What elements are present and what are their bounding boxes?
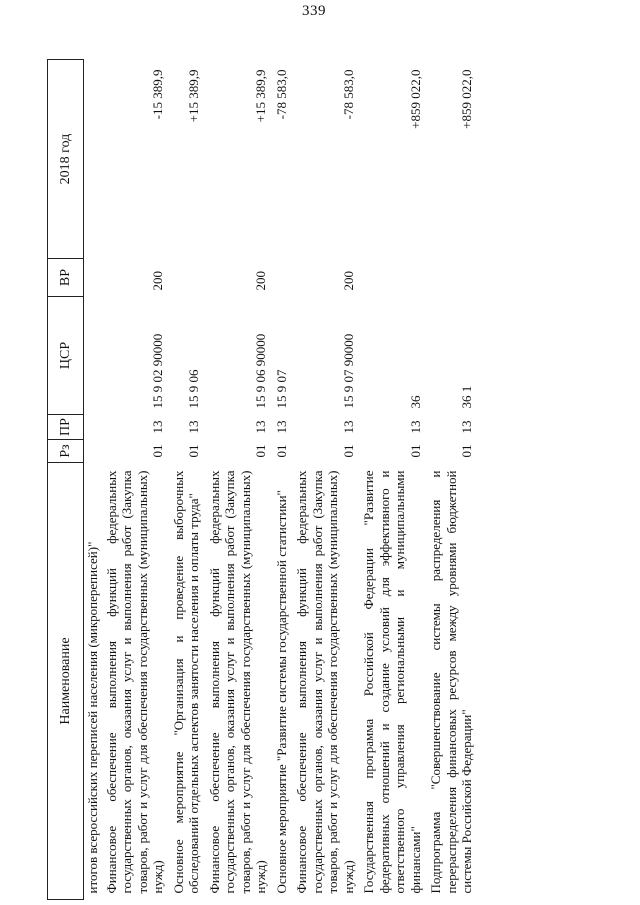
row-rz: 01 — [186, 444, 201, 458]
row-csr: 15 9 06 — [186, 369, 201, 409]
row-pr: 13 — [407, 420, 423, 434]
header-rz: Рз — [48, 440, 84, 463]
row-rz: 01 — [459, 444, 474, 458]
row-pr: 13 — [253, 420, 268, 434]
row-pr — [84, 415, 102, 440]
row-csr: 15 9 07 90000 — [340, 333, 356, 409]
row-rz — [84, 440, 102, 463]
table-header-row — [48, 60, 84, 900]
table-row — [426, 60, 478, 900]
table-row — [102, 60, 169, 900]
row-vr — [84, 259, 102, 297]
row-name: Финансовое обеспечение выполнения функций федеральных государственных органов, оказания услуг и выполнения работ (Закупка товаров, работ и услуг для обеспечения государственных (муниципальных) нужд) — [206, 470, 268, 894]
table-row — [292, 60, 359, 900]
row-pr: 13 — [459, 420, 474, 434]
row-amount: +859 022,0 — [459, 69, 474, 129]
row-csr: 15 9 06 90000 — [253, 333, 268, 409]
header-year: 2018 год — [48, 60, 84, 259]
table-row — [169, 60, 205, 900]
row-name: Основное мероприятие "Развитие системы государственной статистики" — [273, 490, 289, 894]
row-name: итогов всероссийских переписей населения (микропереписей)" — [85, 541, 100, 894]
row-amount: +15 389,9 — [186, 69, 201, 123]
row-vr — [169, 259, 205, 297]
header-csr: ЦСР — [48, 297, 84, 415]
table-row — [272, 60, 293, 900]
row-amount: -78 583,0 — [340, 69, 356, 120]
row-name: Финансовое обеспечение выполнения функций федеральных государственных органов, оказания услуг и выполнения работ (Закупка товаров, работ и услуг для обеспечения государственных (муниципальных) нужд) — [294, 470, 356, 894]
header-name: Наименование — [48, 463, 84, 900]
row-vr — [359, 259, 426, 297]
row-vr: 200 — [253, 271, 268, 291]
row-pr: 13 — [273, 420, 289, 434]
row-amount: -15 389,9 — [150, 69, 165, 120]
page-number: 339 — [302, 3, 326, 19]
row-rz: 01 — [407, 444, 423, 458]
row-vr: 200 — [340, 271, 356, 291]
row-rz: 01 — [150, 444, 165, 458]
row-pr: 13 — [186, 420, 201, 434]
row-name: Финансовое обеспечение выполнения функций федеральных государственных органов, оказания услуг и выполнения работ (Закупка товаров, работ и услуг для обеспечения государственных (муниципальных) нужд) — [103, 470, 165, 894]
row-csr: 36 1 — [459, 385, 474, 409]
row-vr — [426, 259, 478, 297]
row-rz: 01 — [253, 444, 268, 458]
row-name: Основное мероприятие "Организация и проведение выборочных обследований отдельных аспектов занятости населения и оплаты труда" — [170, 470, 201, 894]
row-vr: 200 — [150, 271, 165, 291]
row-csr — [84, 297, 102, 415]
row-amount — [84, 60, 102, 259]
row-rz: 01 — [273, 444, 289, 458]
row-pr: 13 — [340, 420, 356, 434]
header-vr: ВР — [48, 259, 84, 297]
row-csr: 36 — [407, 395, 423, 409]
row-vr — [272, 259, 293, 297]
row-name: Государственная программа Российской Федерации "Развитие федеративных отношений и создание условий для эффективного и ответственного управления региональными и муниципальными финансами" — [361, 470, 423, 894]
row-pr: 13 — [150, 420, 165, 434]
row-amount: +859 022,0 — [407, 69, 423, 129]
rotated-budget-table — [47, 60, 612, 900]
row-rz: 01 — [340, 444, 356, 458]
row-amount: -78 583,0 — [273, 69, 289, 120]
table-row — [359, 60, 426, 900]
budget-table — [47, 59, 478, 900]
row-csr: 15 9 02 90000 — [150, 333, 165, 409]
header-pr: ПР — [48, 415, 84, 440]
row-amount: +15 389,9 — [253, 69, 268, 123]
row-csr: 15 9 07 — [273, 369, 289, 409]
table-row — [205, 60, 272, 900]
row-name: Подпрограмма "Совершенствование системы распределения и перераспределения финансовых ресурсов между уровнями бюджетной системы Российской Федерации" — [428, 470, 474, 894]
table-row — [84, 60, 102, 900]
